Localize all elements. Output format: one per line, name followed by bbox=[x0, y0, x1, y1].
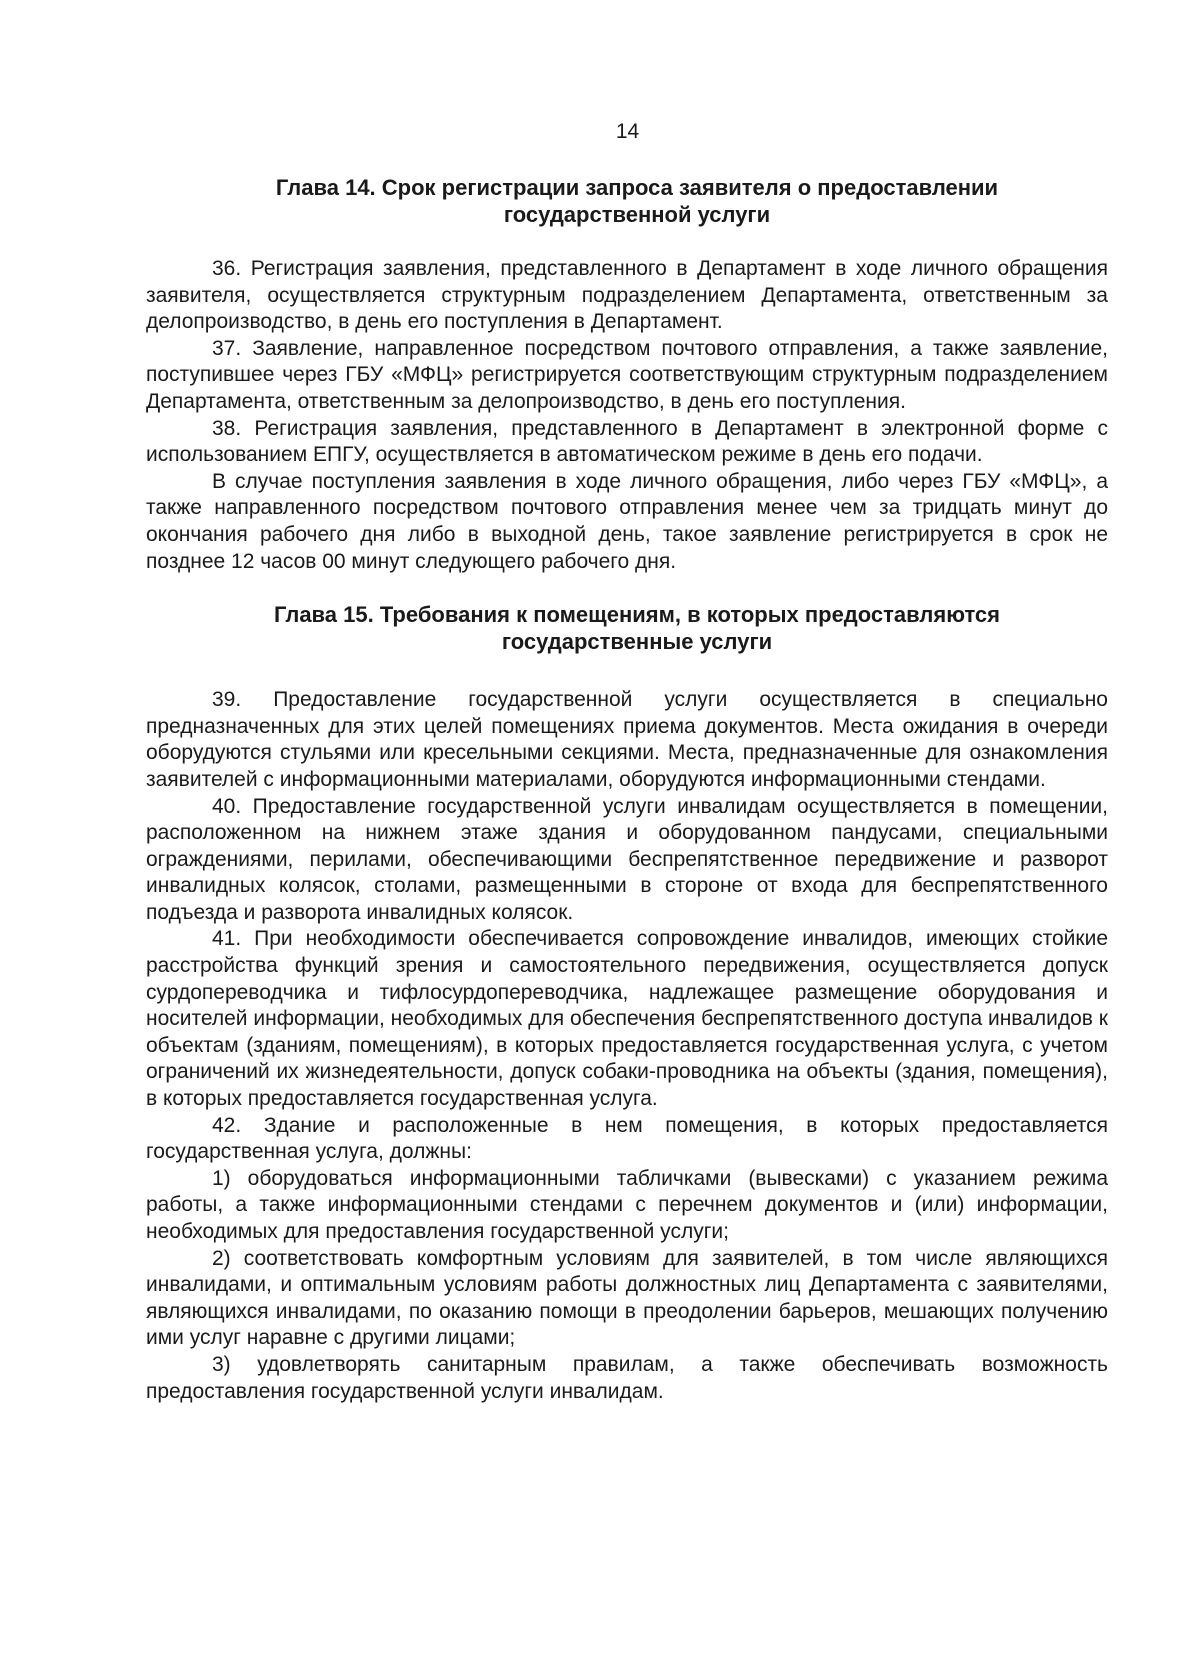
paragraph-39: 39. Предоставление государственной услуги осуществляется в специально предназначенных для этих целей помещениях приема документов. Места ожидания в очереди оборудуются стульями или кресельными секциями. Места, предназначенные для ознакомления заявителей с информационными материалами, оборудуются информационными стендами. bbox=[146, 688, 1108, 791]
paragraph-37: 37. Заявление, направленное посредством почтового отправления, а также заявление, поступившее через ГБУ «МФЦ» регистрируется соответствующим структурным подразделением Департамента, ответственным за делопроизводство, в день его поступления. bbox=[146, 336, 1108, 413]
chapter-14-title bbox=[146, 174, 1108, 228]
paragraph-38-note: В случае поступления заявления в ходе личного обращения, либо через ГБУ «МФЦ», а также направленного посредством почтового отправления менее чем за тридцать минут до окончания рабочего дня либо в выходной день, такое заявление регистрируется в срок не позднее 12 часов 00 минут следующего рабочего дня. bbox=[146, 469, 1108, 573]
paragraph-42-item-2: 2) соответствовать комфортным условиям для заявителей, в том числе являющихся инвалидами, и оптимальным условиям работы должностных лиц Департамента с заявителями, являющихся инвалидами, по оказанию помощи в преодолении барьеров, мешающих получению ими услуг наравне с другими лицами; bbox=[146, 1246, 1108, 1350]
paragraph-42-item-3: 3) удовлетворять санитарным правилам, а также обеспечивать возможность предоставления государственной услуги инвалидам. bbox=[146, 1352, 1108, 1403]
spacer bbox=[146, 228, 1108, 256]
spacer bbox=[146, 575, 1108, 601]
paragraph-40: 40. Предоставление государственной услуги инвалидам осуществляется в помещении, расположенном на нижнем этаже здания и оборудованном пандусами, специальными ограждениями, перилами, обеспечивающими беспрепятственное передвижение и разворот инвалидных колясок, столами, размещенными в стороне от входа для беспрепятственного подъезда и разворота инвалидных колясок. bbox=[146, 794, 1108, 924]
paragraph-41: 41. При необходимости обеспечивается сопровождение инвалидов, имеющих стойкие расстройства функций зрения и самостоятельного передвижения, осуществляется допуск сурдопереводчика и тифлосурдопереводчика, надлежащее размещение оборудования и носителей информации, необходимых для обеспечения беспрепятственного доступа инвалидов к объектам (зданиям, помещениям), в которых предоставляется государственная услуга, с учетом ограничений их жизнедеятельности, допуск собаки-проводника на объекты (здания, помещения), в которых предоставляется государственная услуга. bbox=[146, 927, 1108, 1111]
paragraph-36: 36. Регистрация заявления, представленного в Департамент в ходе личного обращения заявителя, осуществляется структурным подразделением Департамента, ответственным за делопроизводство, в день его поступления в Департамент. bbox=[146, 257, 1108, 334]
chapter-15-title bbox=[146, 601, 1108, 655]
paragraph-38: 38. Регистрация заявления, представленного в Департамент в электронной форме с использованием ЕПГУ, осуществляется в автоматическом режиме в день его подачи. bbox=[146, 416, 1108, 467]
document-body bbox=[146, 174, 1108, 1405]
paragraph-42-item-1: 1) оборудоваться информационными табличками (вывесками) с указанием режима работы, а также информационными стендами с перечнем документов и (или) информации, необходимых для предоставления государственной услуги; bbox=[146, 1166, 1108, 1243]
chapter-15-title-line2: государственные услуги bbox=[501, 629, 773, 655]
page-number: 14 bbox=[615, 120, 640, 143]
chapter-15-title-line1: Глава 15. Требования к помещениям, в которых предоставляются bbox=[273, 602, 1001, 628]
chapter-14-title-line2: государственной услуги bbox=[503, 202, 771, 227]
spacer bbox=[146, 655, 1108, 687]
paragraph-42: 42. Здание и расположенные в нем помещения, в которых предоставляется государственная услуга, должны: bbox=[146, 1113, 1108, 1164]
chapter-14-title-line1: Глава 14. Срок регистрации запроса заявителя о предоставлении bbox=[275, 175, 999, 200]
